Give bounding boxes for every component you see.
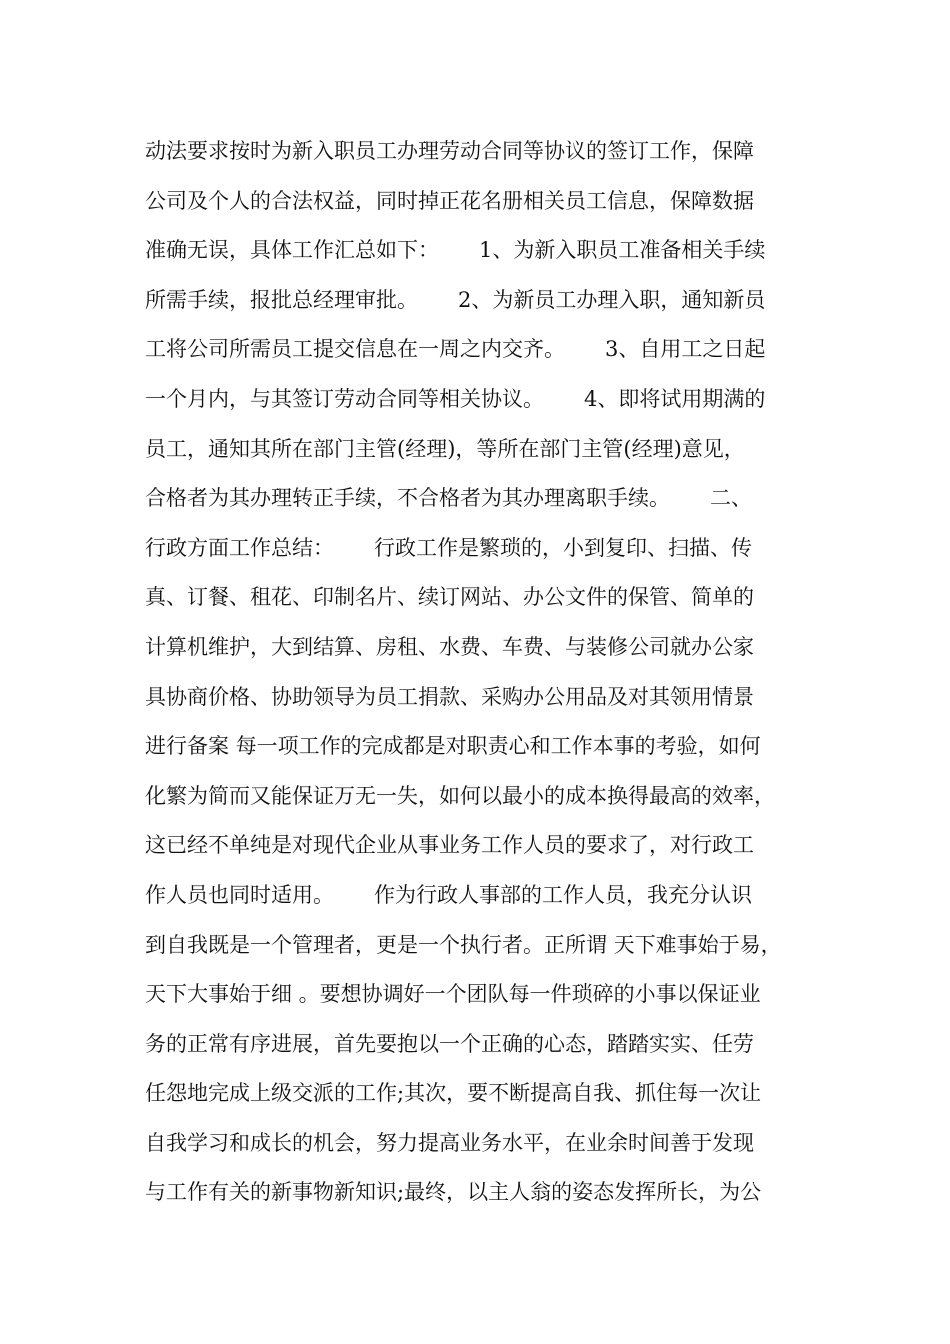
- text-line: 进行备案 每一项工作的完成都是对职责心和工作本事的考验，如何: [145, 734, 761, 759]
- text-line: 动法要求按时为新入职员工办理劳动合同等协议的签订工作，保障: [145, 139, 754, 163]
- text-line: 公司及个人的合法权益，同时掉正花名册相关员工信息，保障数据: [145, 188, 754, 213]
- body-text: [145, 127, 810, 1218]
- text-line: 工将公司所需员工提交信息在一周之内交齐。 3、自用工之日起: [145, 337, 766, 362]
- text-line: 务的正常有序进展，首先要抱以一个正确的心态，踏踏实实、任劳: [145, 1031, 754, 1056]
- text-line: 真、订餐、租花、印制名片、续订网站、办公文件的保管、简单的: [145, 585, 754, 610]
- text-line: 一个月内，与其签订劳动合同等相关协议。 4、即将试用期满的: [145, 386, 766, 411]
- text-line: 自我学习和成长的机会，努力提高业务水平，在业余时间善于发现: [145, 1130, 754, 1155]
- text-line: 作人员也同时适用。 作为行政人事部的工作人员，我充分认识: [145, 882, 753, 907]
- text-line: 行政方面工作总结： 行政工作是繁琐的，小到复印、扫描、传: [145, 535, 753, 560]
- text-line: 员工，通知其所在部门主管(经理)，等所在部门主管(经理)意见，: [145, 436, 745, 461]
- text-line: 任怨地完成上级交派的工作;其次，要不断提高自我、抓住每一次让: [145, 1081, 762, 1106]
- text-line: 天下大事始于细 。要想协调好一个团队每一件琐碎的小事以保证业: [145, 982, 761, 1007]
- text-line: 到自我既是一个管理者，更是一个执行者。正所谓 天下难事始于易，: [145, 932, 782, 957]
- text-line: 与工作有关的新事物新知识;最终，以主人翁的姿态发挥所长，为公: [145, 1180, 762, 1205]
- text-line: 计算机维护，大到结算、房租、水费、车费、与装修公司就办公家: [145, 634, 754, 659]
- text-line: 具协商价格、协助领导为员工捐款、采购办公用品及对其领用情景: [145, 684, 754, 709]
- text-line: 化繁为简而又能保证万无一失，如何以最小的成本换得最高的效率，: [145, 783, 775, 808]
- text-line: 所需手续，报批总经理审批。 2、为新员工办理入职，通知新员: [145, 287, 766, 312]
- text-line: 合格者为其办理转正手续，不合格者为其办理离职手续。 二、: [145, 486, 753, 511]
- text-line: 准确无误，具体工作汇总如下： 1、为新入职员工准备相关手续: [145, 238, 766, 263]
- text-line: 这已经不单纯是对现代企业从事业务工作人员的要求了，对行政工: [145, 833, 754, 858]
